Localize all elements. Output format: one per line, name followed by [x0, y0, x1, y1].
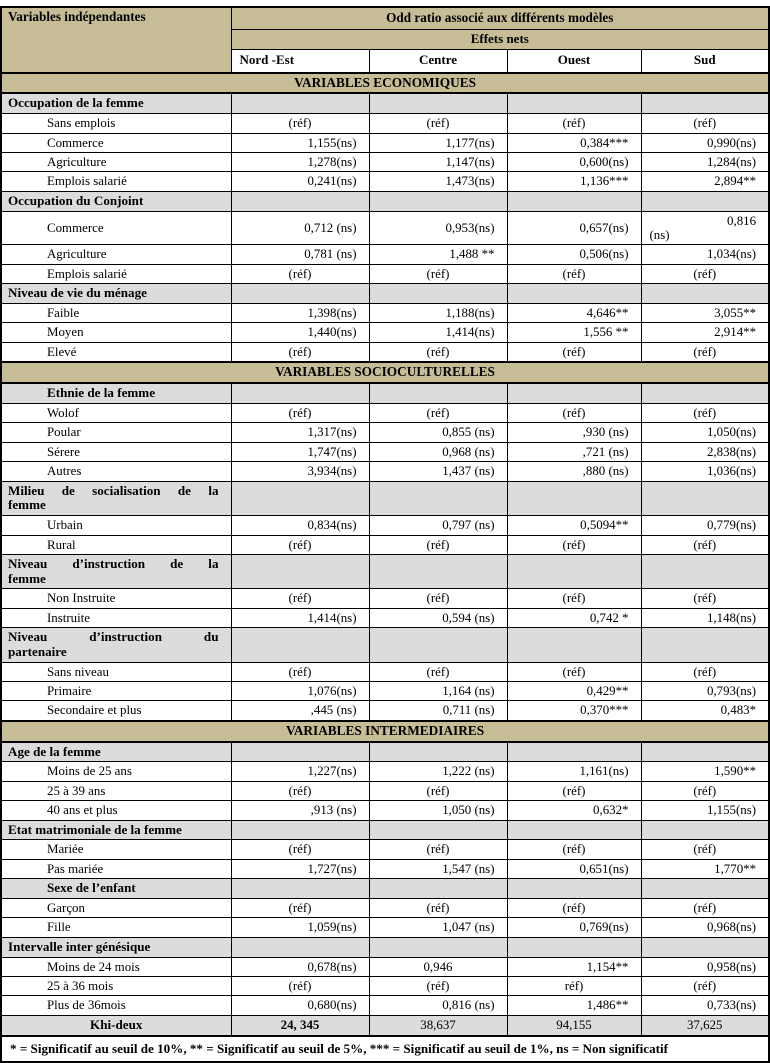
value-cell: 0,958(ns)	[641, 957, 769, 976]
row-label-cell: Elevé	[1, 342, 231, 362]
group-label-line: partenaire	[8, 643, 67, 659]
value-cell	[231, 879, 369, 899]
value-cell: 1,154**	[507, 957, 641, 976]
data-row	[1, 762, 769, 781]
value-cell: 0,370***	[507, 701, 641, 721]
value-cell	[641, 93, 769, 113]
value-cell: (réf)	[231, 535, 369, 554]
row-label-cell: 40 ans et plus	[1, 801, 231, 820]
value-cell	[641, 742, 769, 762]
data-row	[1, 442, 769, 461]
data-row	[1, 957, 769, 976]
value-cell: 2,838(ns)	[641, 442, 769, 461]
row-label-cell: Occupation de la femme	[1, 93, 231, 113]
value-cell: (réf)	[507, 781, 641, 800]
value-cell: 0,483*	[641, 701, 769, 721]
header-region-sud: Sud	[641, 49, 769, 73]
header-row-title	[1, 7, 769, 30]
row-label-cell: Etat matrimoniale de la femme	[1, 820, 231, 840]
value-cell	[231, 284, 369, 304]
value-cell	[641, 191, 769, 211]
value-cell	[641, 628, 769, 662]
value-cell	[369, 820, 507, 840]
value-cell: 0,241(ns)	[231, 172, 369, 191]
value-cell: 1,036(ns)	[641, 462, 769, 481]
row-label-cell: Rural	[1, 535, 231, 554]
row-label-cell: 25 à 39 ans	[1, 781, 231, 800]
value-cell: ,721 (ns)	[507, 442, 641, 461]
row-label-cell: Instruite	[1, 608, 231, 627]
variable-group-row	[1, 628, 769, 662]
value-cell: 1,136***	[507, 172, 641, 191]
row-label-cell: Agriculture	[1, 245, 231, 264]
value-cell: 1,398(ns)	[231, 304, 369, 323]
row-label-cell	[1, 554, 231, 588]
value-cell	[507, 284, 641, 304]
row-label-cell: Moyen	[1, 323, 231, 342]
value-cell	[369, 191, 507, 211]
value-cell	[641, 211, 769, 245]
value-cell	[507, 879, 641, 899]
variable-group-row	[1, 820, 769, 840]
value-cell	[231, 93, 369, 113]
section-band-row	[1, 362, 769, 383]
row-label-cell: Emplois salarié	[1, 172, 231, 191]
value-cell: 1,147(ns)	[369, 153, 507, 172]
value-cell: 1,488 **	[369, 245, 507, 264]
value-cell: 1,278(ns)	[231, 153, 369, 172]
value-cell	[507, 937, 641, 957]
value-cell: 0,769(ns)	[507, 918, 641, 937]
value-cell: (réf)	[641, 342, 769, 362]
value-cell: 0,651(ns)	[507, 859, 641, 878]
value-cell: 0,968(ns)	[641, 918, 769, 937]
value-cell	[369, 383, 507, 403]
row-label-cell: Intervalle inter génésique	[1, 937, 231, 957]
footnote-row	[1, 1036, 769, 1063]
value-cell: 1,590**	[641, 762, 769, 781]
value-cell: 0,946	[369, 957, 507, 976]
row-label-cell: Occupation du Conjoint	[1, 191, 231, 211]
row-label-cell: Emplois salarié	[1, 264, 231, 283]
row-label-cell: Mariée	[1, 840, 231, 859]
group-label-line: Niveau d’instruction de la	[8, 555, 219, 571]
variable-group-row	[1, 383, 769, 403]
value-line: (ns)	[649, 228, 670, 243]
value-cell: (réf)	[507, 114, 641, 133]
variable-group-row	[1, 742, 769, 762]
value-cell	[507, 554, 641, 588]
data-row	[1, 608, 769, 627]
value-cell	[369, 284, 507, 304]
value-cell	[641, 879, 769, 899]
value-cell: (réf)	[369, 840, 507, 859]
value-cell: 3,055**	[641, 304, 769, 323]
value-cell: (réf)	[507, 840, 641, 859]
odds-ratio-table	[0, 6, 770, 1063]
value-cell: 0,781 (ns)	[231, 245, 369, 264]
value-cell: 0,600(ns)	[507, 153, 641, 172]
value-cell: (réf)	[231, 589, 369, 608]
row-label-cell: Garçon	[1, 898, 231, 917]
value-cell: 1,770**	[641, 859, 769, 878]
row-label-cell: Khi-deux	[1, 1015, 231, 1035]
value-cell: (réf)	[369, 781, 507, 800]
section-band-row	[1, 73, 769, 94]
data-row	[1, 516, 769, 535]
data-row	[1, 114, 769, 133]
value-cell: 1,050 (ns)	[369, 801, 507, 820]
data-row	[1, 918, 769, 937]
variable-group-row	[1, 879, 769, 899]
data-row	[1, 153, 769, 172]
value-cell: 1,440(ns)	[231, 323, 369, 342]
value-cell	[507, 742, 641, 762]
value-cell: (réf)	[641, 977, 769, 996]
value-cell: (réf)	[507, 264, 641, 283]
value-cell	[369, 554, 507, 588]
section-band-label: VARIABLES ECONOMIQUES	[1, 73, 769, 94]
value-cell: ,445 (ns)	[231, 701, 369, 721]
value-cell	[369, 628, 507, 662]
value-cell: 1,556 **	[507, 323, 641, 342]
khi-deux-row	[1, 1015, 769, 1035]
value-cell: 0,384***	[507, 133, 641, 152]
row-label-cell: Commerce	[1, 211, 231, 245]
value-cell: (réf)	[641, 264, 769, 283]
data-row	[1, 781, 769, 800]
row-label-cell: Poular	[1, 423, 231, 442]
value-cell: (réf)	[369, 898, 507, 917]
data-row	[1, 211, 769, 245]
group-label-line: Niveau d’instruction du	[8, 629, 219, 645]
variable-group-row	[1, 93, 769, 113]
section-band-row	[1, 721, 769, 742]
data-row	[1, 245, 769, 264]
value-cell: (réf)	[369, 114, 507, 133]
value-cell: 1,222 (ns)	[369, 762, 507, 781]
value-cell: (réf)	[369, 342, 507, 362]
value-cell: 1,414(ns)	[231, 608, 369, 627]
value-cell: 0,680(ns)	[231, 996, 369, 1015]
value-cell: 0,678(ns)	[231, 957, 369, 976]
value-cell: (réf)	[507, 403, 641, 422]
value-cell	[369, 937, 507, 957]
value-cell: ,930 (ns)	[507, 423, 641, 442]
value-cell: 94,155	[507, 1015, 641, 1035]
value-cell: (réf)	[231, 662, 369, 681]
header-odd-ratio-title: Odd ratio associé aux différents modèles	[231, 7, 769, 30]
row-label-cell	[1, 628, 231, 662]
value-cell	[641, 383, 769, 403]
value-cell: ,913 (ns)	[231, 801, 369, 820]
value-cell: (réf)	[507, 662, 641, 681]
row-label-cell: Age de la femme	[1, 742, 231, 762]
value-cell: (réf)	[507, 535, 641, 554]
value-cell: 0,711 (ns)	[369, 701, 507, 721]
data-row	[1, 323, 769, 342]
value-cell	[507, 191, 641, 211]
value-cell: 38,637	[369, 1015, 507, 1035]
data-row	[1, 535, 769, 554]
row-label-cell: Sexe de l’enfant	[1, 879, 231, 899]
row-label-cell: Sans emplois	[1, 114, 231, 133]
value-cell: (réf)	[369, 264, 507, 283]
data-row	[1, 589, 769, 608]
value-cell: réf)	[507, 977, 641, 996]
data-row	[1, 801, 769, 820]
data-row	[1, 681, 769, 700]
data-row	[1, 859, 769, 878]
value-cell: (réf)	[369, 589, 507, 608]
value-cell: 1,547 (ns)	[369, 859, 507, 878]
value-cell: (réf)	[369, 535, 507, 554]
value-cell: 0,779(ns)	[641, 516, 769, 535]
value-cell: 0,733(ns)	[641, 996, 769, 1015]
row-label-cell: Faible	[1, 304, 231, 323]
value-cell	[507, 481, 641, 515]
row-label-cell: Secondaire et plus	[1, 701, 231, 721]
variable-group-row	[1, 554, 769, 588]
data-row	[1, 977, 769, 996]
value-cell	[641, 937, 769, 957]
value-cell	[231, 742, 369, 762]
value-cell	[369, 742, 507, 762]
value-cell: 0,968 (ns)	[369, 442, 507, 461]
data-row	[1, 342, 769, 362]
value-cell: 0,816 (ns)	[369, 996, 507, 1015]
data-row	[1, 172, 769, 191]
value-cell: 0,429**	[507, 681, 641, 700]
value-cell: (réf)	[507, 342, 641, 362]
value-cell	[507, 820, 641, 840]
value-cell: 1,059(ns)	[231, 918, 369, 937]
value-cell: 0,594 (ns)	[369, 608, 507, 627]
header-region-centre: Centre	[369, 49, 507, 73]
row-label-cell: Commerce	[1, 133, 231, 152]
value-cell	[231, 383, 369, 403]
row-label-cell: Urbain	[1, 516, 231, 535]
value-cell: 0,712 (ns)	[231, 211, 369, 245]
data-row	[1, 304, 769, 323]
table-header	[1, 7, 769, 73]
header-effets-nets: Effets nets	[231, 30, 769, 50]
value-cell: (réf)	[369, 977, 507, 996]
row-label-cell: Agriculture	[1, 153, 231, 172]
value-cell	[641, 820, 769, 840]
row-label-cell: 25 à 36 mois	[1, 977, 231, 996]
value-cell: (réf)	[641, 535, 769, 554]
value-cell	[641, 554, 769, 588]
group-label-line: femme	[8, 497, 46, 513]
value-cell: 1,155(ns)	[231, 133, 369, 152]
value-cell: (réf)	[231, 403, 369, 422]
value-cell: (réf)	[231, 781, 369, 800]
value-cell: 1,747(ns)	[231, 442, 369, 461]
value-cell	[231, 937, 369, 957]
header-region-ouest: Ouest	[507, 49, 641, 73]
value-cell: (réf)	[507, 898, 641, 917]
value-cell: (réf)	[641, 403, 769, 422]
row-label-cell: Fille	[1, 918, 231, 937]
value-cell: 1,188(ns)	[369, 304, 507, 323]
value-cell: 1,414(ns)	[369, 323, 507, 342]
value-cell	[641, 284, 769, 304]
value-cell: (réf)	[231, 342, 369, 362]
header-variables-col: Variables indépendantes	[1, 7, 231, 73]
row-label-cell: Moins de 24 mois	[1, 957, 231, 976]
value-cell: 0,793(ns)	[641, 681, 769, 700]
value-cell: ,880 (ns)	[507, 462, 641, 481]
value-cell: (réf)	[641, 114, 769, 133]
value-cell: 1,034(ns)	[641, 245, 769, 264]
value-cell: (réf)	[641, 898, 769, 917]
value-cell: 1,486**	[507, 996, 641, 1015]
value-cell: (réf)	[641, 662, 769, 681]
value-cell: 0,657(ns)	[507, 211, 641, 245]
value-cell: 0,834(ns)	[231, 516, 369, 535]
row-label-cell: Pas mariée	[1, 859, 231, 878]
value-cell	[507, 628, 641, 662]
value-cell: 1,161(ns)	[507, 762, 641, 781]
row-label-cell: Wolof	[1, 403, 231, 422]
value-cell: (réf)	[231, 840, 369, 859]
value-cell	[231, 628, 369, 662]
group-label-line: Milieu de socialisation de la	[8, 482, 219, 498]
variable-group-row	[1, 481, 769, 515]
group-label-line: femme	[8, 570, 46, 586]
table-body	[1, 73, 769, 1036]
row-label-cell: Autres	[1, 462, 231, 481]
value-cell	[507, 383, 641, 403]
value-cell: 24, 345	[231, 1015, 369, 1035]
value-cell: 0,506(ns)	[507, 245, 641, 264]
data-row	[1, 462, 769, 481]
value-cell: 2,894**	[641, 172, 769, 191]
value-cell: (réf)	[231, 898, 369, 917]
value-cell: 1,473(ns)	[369, 172, 507, 191]
value-cell: (réf)	[369, 403, 507, 422]
value-cell: (réf)	[641, 781, 769, 800]
header-region-nord-est: Nord -Est	[231, 49, 369, 73]
value-cell	[231, 554, 369, 588]
data-row	[1, 898, 769, 917]
row-label-cell: Moins de 25 ans	[1, 762, 231, 781]
value-cell: 1,177(ns)	[369, 133, 507, 152]
value-line: 0,816	[727, 213, 757, 228]
value-cell: 4,646**	[507, 304, 641, 323]
value-cell: 2,914**	[641, 323, 769, 342]
data-row	[1, 423, 769, 442]
value-cell: 1,164 (ns)	[369, 681, 507, 700]
value-cell: 1,437 (ns)	[369, 462, 507, 481]
value-cell: 1,076(ns)	[231, 681, 369, 700]
value-cell: 1,050(ns)	[641, 423, 769, 442]
data-row	[1, 701, 769, 721]
row-label-cell: Non Instruite	[1, 589, 231, 608]
value-cell: 3,934(ns)	[231, 462, 369, 481]
variable-group-row	[1, 191, 769, 211]
row-label-cell: Niveau de vie du ménage	[1, 284, 231, 304]
row-label-cell: Primaire	[1, 681, 231, 700]
value-cell: (réf)	[231, 977, 369, 996]
value-cell	[369, 481, 507, 515]
row-label-cell: Sérere	[1, 442, 231, 461]
value-cell	[231, 820, 369, 840]
value-cell: 1,727(ns)	[231, 859, 369, 878]
value-cell: 0,797 (ns)	[369, 516, 507, 535]
value-cell	[231, 481, 369, 515]
section-band-label: VARIABLES INTERMEDIAIRES	[1, 721, 769, 742]
value-cell	[369, 879, 507, 899]
value-cell: 1,227(ns)	[231, 762, 369, 781]
data-row	[1, 403, 769, 422]
row-label-cell: Ethnie de la femme	[1, 383, 231, 403]
value-cell	[369, 93, 507, 113]
data-row	[1, 662, 769, 681]
row-label-cell: Plus de 36mois	[1, 996, 231, 1015]
value-cell: 37,625	[641, 1015, 769, 1035]
value-cell: (réf)	[507, 589, 641, 608]
value-cell: (réf)	[641, 840, 769, 859]
row-label-cell: Sans niveau	[1, 662, 231, 681]
value-cell: (réf)	[369, 662, 507, 681]
value-cell: 0,953(ns)	[369, 211, 507, 245]
value-cell: 1,148(ns)	[641, 608, 769, 627]
value-cell	[641, 481, 769, 515]
value-cell: 0,5094**	[507, 516, 641, 535]
value-cell: 1,317(ns)	[231, 423, 369, 442]
value-cell: 1,284(ns)	[641, 153, 769, 172]
data-row	[1, 133, 769, 152]
value-cell: (réf)	[641, 589, 769, 608]
data-row	[1, 996, 769, 1015]
value-cell: 0,990(ns)	[641, 133, 769, 152]
value-cell: 0,742 *	[507, 608, 641, 627]
value-cell: 1,155(ns)	[641, 801, 769, 820]
variable-group-row	[1, 937, 769, 957]
value-cell: 1,047 (ns)	[369, 918, 507, 937]
value-cell: 0,632*	[507, 801, 641, 820]
significance-footnote: * = Significatif au seuil de 10%, ** = Significatif au seuil de 5%, *** = Significatif au seuil de 1%, ns = Non significatif	[1, 1036, 769, 1063]
variable-group-row	[1, 284, 769, 304]
value-cell: (réf)	[231, 114, 369, 133]
section-band-label: VARIABLES SOCIOCULTURELLES	[1, 362, 769, 383]
row-label-cell	[1, 481, 231, 515]
value-cell	[507, 93, 641, 113]
data-row	[1, 264, 769, 283]
value-cell	[231, 191, 369, 211]
value-cell: 0,855 (ns)	[369, 423, 507, 442]
value-cell: (réf)	[231, 264, 369, 283]
data-row	[1, 840, 769, 859]
